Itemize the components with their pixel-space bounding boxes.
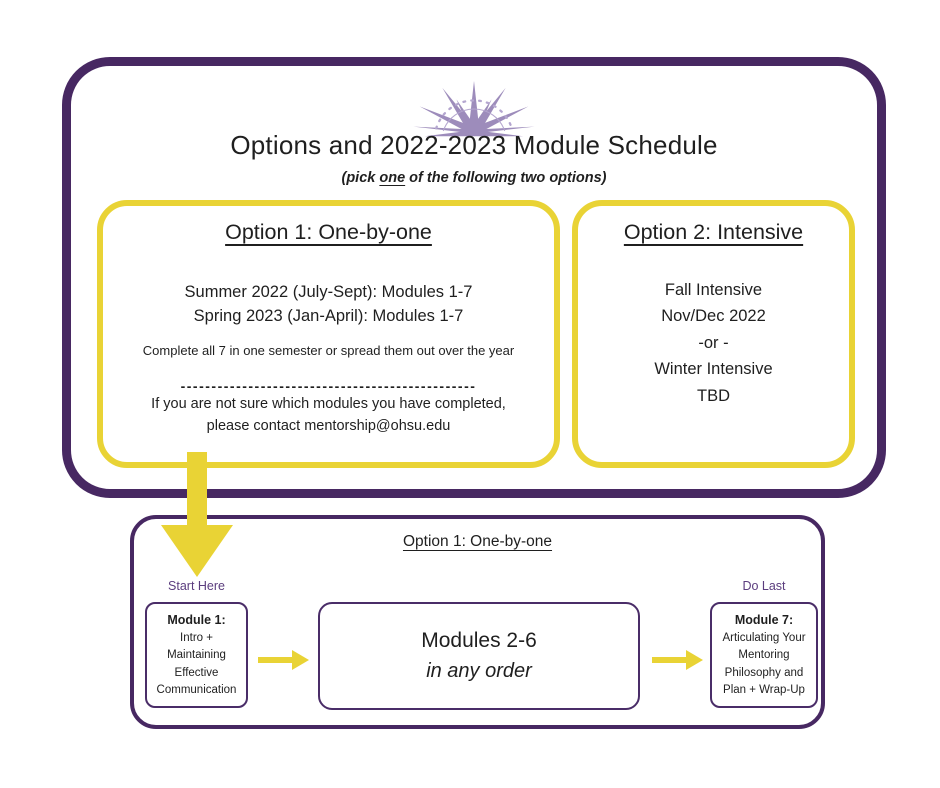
option2-details xyxy=(578,277,849,409)
module7-line: Mentoring xyxy=(738,649,790,662)
option1-note: Complete all 7 in one semester or spread them out over the year xyxy=(142,342,515,358)
module7-line: Articulating Your xyxy=(722,632,806,644)
module1-line: Communication xyxy=(156,683,237,696)
modules-2-6-subtitle: in any order xyxy=(426,660,532,682)
modules-2-6-title: Modules 2-6 xyxy=(421,629,537,652)
option1-box xyxy=(97,200,560,468)
start-here-label: Start Here xyxy=(168,579,225,593)
option1-heading: Option 1: One-by-one xyxy=(225,220,432,244)
do-last-label: Do Last xyxy=(742,579,786,593)
dashed-divider: ------------------------------------------------ xyxy=(180,377,477,394)
page-title: Options and 2022-2023 Module Schedule xyxy=(230,130,718,160)
subtitle-suffix: of the following two options) xyxy=(405,170,607,186)
module1-line: Intro + xyxy=(180,632,213,644)
module1-line: Effective xyxy=(174,666,219,679)
right-arrow-icon xyxy=(652,649,704,671)
option2-box xyxy=(572,200,855,468)
module7-line: Philosophy and xyxy=(724,666,804,679)
option2-line: Winter Intensive xyxy=(654,360,773,379)
subtitle-emphasis: one xyxy=(379,170,406,186)
module1-box xyxy=(145,602,248,708)
module1-line: Maintaining xyxy=(167,649,226,662)
options-overview-card xyxy=(62,57,886,498)
option1-schedule-line2: Spring 2023 (Jan-April): Modules 1-7 xyxy=(193,306,464,325)
option2-line: Nov/Dec 2022 xyxy=(661,307,766,326)
option1-contact-line1: If you are not sure which modules you have completed, xyxy=(151,395,506,412)
page-subtitle xyxy=(71,170,877,186)
option1-flow-card xyxy=(130,515,825,729)
option2-line: -or - xyxy=(698,333,729,352)
module1-title: Module 1: xyxy=(167,613,226,627)
modules-2-6-box xyxy=(318,602,640,710)
module7-title: Module 7: xyxy=(734,613,794,627)
option2-heading: Option 2: Intensive xyxy=(623,220,804,244)
subtitle-prefix: (pick xyxy=(341,170,380,186)
module7-line: Plan + Wrap-Up xyxy=(723,683,805,696)
option2-line: Fall Intensive xyxy=(664,281,763,299)
down-arrow-icon xyxy=(160,452,234,578)
option2-line: TBD xyxy=(697,386,730,405)
option1-schedule-line1: Summer 2022 (July-Sept): Modules 1-7 xyxy=(184,283,473,301)
right-arrow-icon xyxy=(258,649,310,671)
module7-box xyxy=(710,602,818,708)
flow-heading: Option 1: One-by-one xyxy=(402,533,553,550)
option1-contact-line2: please contact mentorship@ohsu.edu xyxy=(206,417,451,434)
